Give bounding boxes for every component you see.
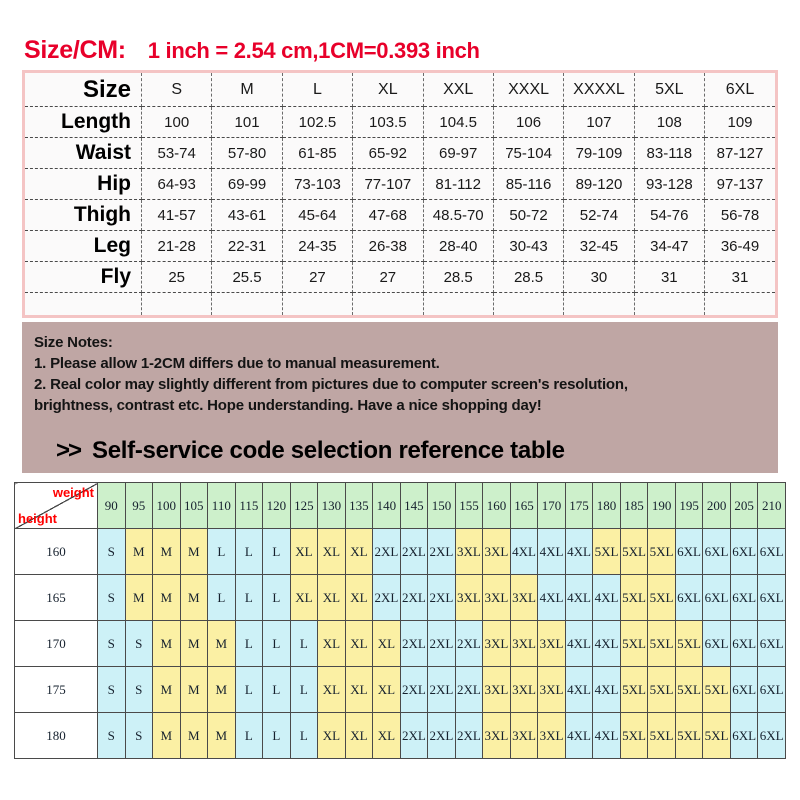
ref-cell-175-155: 2XL	[455, 667, 483, 713]
weight-header-140: 140	[373, 483, 401, 529]
cell-hip-S: 64-93	[142, 169, 212, 200]
cell-waist-M: 57-80	[212, 138, 282, 169]
banner-title: Self-service code selection reference table	[92, 436, 565, 464]
row-label-length: Length	[25, 107, 142, 138]
ref-cell-180-105: M	[180, 713, 208, 759]
ref-cell-160-155: 3XL	[455, 529, 483, 575]
cell-fly-XXXXL: 30	[564, 262, 634, 293]
height-header-170: 170	[15, 621, 98, 667]
height-header-165: 165	[15, 575, 98, 621]
weight-header-195: 195	[675, 483, 703, 529]
ref-cell-160-125: XL	[290, 529, 318, 575]
ref-cell-160-130: XL	[318, 529, 346, 575]
cell-waist-6XL: 87-127	[705, 138, 776, 169]
ref-cell-165-180: 4XL	[593, 575, 621, 621]
weight-header-120: 120	[263, 483, 291, 529]
ref-cell-165-150: 2XL	[428, 575, 456, 621]
blank-cell	[353, 293, 423, 316]
cell-thigh-5XL: 54-76	[634, 200, 704, 231]
ref-cell-160-150: 2XL	[428, 529, 456, 575]
ref-table-row-160	[15, 529, 786, 575]
ref-cell-170-125: L	[290, 621, 318, 667]
size-header-S: S	[142, 73, 212, 107]
ref-table-row-170	[15, 621, 786, 667]
cell-thigh-XXXXL: 52-74	[564, 200, 634, 231]
ref-cell-160-175: 4XL	[565, 529, 593, 575]
ref-cell-160-120: L	[263, 529, 291, 575]
weight-header-185: 185	[620, 483, 648, 529]
ref-cell-165-125: XL	[290, 575, 318, 621]
weight-header-135: 135	[345, 483, 373, 529]
chevron-right-icon: >>	[56, 436, 81, 464]
cell-fly-XXL: 28.5	[423, 262, 493, 293]
ref-cell-180-160: 3XL	[483, 713, 511, 759]
table-row	[25, 107, 775, 138]
ref-cell-180-100: M	[153, 713, 181, 759]
ref-cell-175-170: 3XL	[538, 667, 566, 713]
row-label-leg: Leg	[25, 231, 142, 262]
ref-cell-175-190: 5XL	[648, 667, 676, 713]
ref-table-corner-cell	[15, 483, 98, 529]
ref-cell-180-170: 3XL	[538, 713, 566, 759]
height-header-160: 160	[15, 529, 98, 575]
ref-cell-170-170: 3XL	[538, 621, 566, 667]
ref-cell-180-165: 3XL	[510, 713, 538, 759]
size-note-line-4: brightness, contrast etc. Hope understanding. Have a nice shopping day!	[34, 397, 542, 414]
size-note-line-1: Size Notes:	[34, 334, 113, 351]
ref-cell-170-185: 5XL	[620, 621, 648, 667]
ref-cell-175-150: 2XL	[428, 667, 456, 713]
ref-cell-180-145: 2XL	[400, 713, 428, 759]
cell-waist-XXXXL: 79-109	[564, 138, 634, 169]
size-header-XXXL: XXXL	[493, 73, 563, 107]
cell-fly-5XL: 31	[634, 262, 704, 293]
size-header-5XL: 5XL	[634, 73, 704, 107]
blank-cell	[282, 293, 352, 316]
cell-length-M: 101	[212, 107, 282, 138]
ref-cell-175-130: XL	[318, 667, 346, 713]
cell-leg-XXXL: 30-43	[493, 231, 563, 262]
ref-cell-175-115: L	[235, 667, 263, 713]
weight-header-150: 150	[428, 483, 456, 529]
ref-cell-165-200: 6XL	[703, 575, 731, 621]
weight-header-190: 190	[648, 483, 676, 529]
ref-cell-180-125: L	[290, 713, 318, 759]
ref-cell-160-160: 3XL	[483, 529, 511, 575]
ref-cell-165-115: L	[235, 575, 263, 621]
cell-leg-S: 21-28	[142, 231, 212, 262]
ref-cell-180-130: XL	[318, 713, 346, 759]
weight-header-210: 210	[758, 483, 786, 529]
ref-cell-175-145: 2XL	[400, 667, 428, 713]
ref-cell-165-90: S	[98, 575, 126, 621]
ref-table-header-row	[15, 483, 786, 529]
code-selection-reference-table	[14, 482, 786, 759]
ref-cell-175-95: S	[125, 667, 153, 713]
ref-cell-175-110: M	[208, 667, 236, 713]
blank-cell	[423, 293, 493, 316]
ref-cell-165-175: 4XL	[565, 575, 593, 621]
ref-cell-160-210: 6XL	[758, 529, 786, 575]
ref-cell-170-180: 4XL	[593, 621, 621, 667]
ref-cell-160-165: 4XL	[510, 529, 538, 575]
cell-fly-S: 25	[142, 262, 212, 293]
cell-length-XXXXL: 107	[564, 107, 634, 138]
cell-fly-XL: 27	[353, 262, 423, 293]
cell-thigh-6XL: 56-78	[705, 200, 776, 231]
cell-leg-XXXXL: 32-45	[564, 231, 634, 262]
cell-fly-XXXL: 28.5	[493, 262, 563, 293]
title-size-cm: Size/CM:	[24, 36, 126, 64]
ref-cell-180-115: L	[235, 713, 263, 759]
size-header-XL: XL	[353, 73, 423, 107]
ref-cell-165-95: M	[125, 575, 153, 621]
table-row	[25, 262, 775, 293]
ref-cell-180-155: 2XL	[455, 713, 483, 759]
cell-hip-L: 73-103	[282, 169, 352, 200]
ref-cell-160-195: 6XL	[675, 529, 703, 575]
weight-header-205: 205	[730, 483, 758, 529]
table-row	[25, 200, 775, 231]
size-header-M: M	[212, 73, 282, 107]
ref-cell-175-160: 3XL	[483, 667, 511, 713]
ref-cell-165-185: 5XL	[620, 575, 648, 621]
ref-cell-165-210: 6XL	[758, 575, 786, 621]
ref-cell-180-205: 6XL	[730, 713, 758, 759]
cell-fly-6XL: 31	[705, 262, 776, 293]
table-row	[25, 138, 775, 169]
weight-header-100: 100	[153, 483, 181, 529]
self-service-banner	[22, 428, 778, 473]
weight-header-180: 180	[593, 483, 621, 529]
cell-thigh-M: 43-61	[212, 200, 282, 231]
weight-header-170: 170	[538, 483, 566, 529]
cell-leg-6XL: 36-49	[705, 231, 776, 262]
ref-cell-160-185: 5XL	[620, 529, 648, 575]
ref-cell-175-195: 5XL	[675, 667, 703, 713]
ref-cell-175-120: L	[263, 667, 291, 713]
ref-cell-160-190: 5XL	[648, 529, 676, 575]
size-note-line-2: 1. Please allow 1-2CM differs due to manual measurement.	[34, 355, 440, 372]
ref-cell-170-210: 6XL	[758, 621, 786, 667]
weight-header-110: 110	[208, 483, 236, 529]
cell-waist-S: 53-74	[142, 138, 212, 169]
ref-cell-180-210: 6XL	[758, 713, 786, 759]
ref-cell-170-145: 2XL	[400, 621, 428, 667]
ref-cell-170-155: 2XL	[455, 621, 483, 667]
weight-header-95: 95	[125, 483, 153, 529]
ref-cell-165-165: 3XL	[510, 575, 538, 621]
ref-cell-165-120: L	[263, 575, 291, 621]
cell-length-5XL: 108	[634, 107, 704, 138]
ref-cell-160-170: 4XL	[538, 529, 566, 575]
row-label-hip: Hip	[25, 169, 142, 200]
ref-cell-160-105: M	[180, 529, 208, 575]
ref-cell-170-115: L	[235, 621, 263, 667]
ref-cell-165-130: XL	[318, 575, 346, 621]
ref-cell-170-160: 3XL	[483, 621, 511, 667]
ref-cell-170-190: 5XL	[648, 621, 676, 667]
size-notes-panel	[22, 322, 778, 428]
ref-cell-170-120: L	[263, 621, 291, 667]
ref-cell-170-135: XL	[345, 621, 373, 667]
size-table	[25, 73, 775, 315]
ref-cell-160-140: 2XL	[373, 529, 401, 575]
cell-waist-XXXL: 75-104	[493, 138, 563, 169]
cell-thigh-XXL: 48.5-70	[423, 200, 493, 231]
ref-cell-165-160: 3XL	[483, 575, 511, 621]
ref-cell-180-195: 5XL	[675, 713, 703, 759]
ref-cell-165-100: M	[153, 575, 181, 621]
cell-hip-6XL: 97-137	[705, 169, 776, 200]
ref-cell-160-110: L	[208, 529, 236, 575]
ref-cell-170-130: XL	[318, 621, 346, 667]
ref-cell-180-140: XL	[373, 713, 401, 759]
ref-cell-175-175: 4XL	[565, 667, 593, 713]
weight-header-175: 175	[565, 483, 593, 529]
ref-cell-170-195: 5XL	[675, 621, 703, 667]
size-header-XXL: XXL	[423, 73, 493, 107]
ref-cell-160-90: S	[98, 529, 126, 575]
cell-length-6XL: 109	[705, 107, 776, 138]
title-conversion-note: 1 inch = 2.54 cm,1CM=0.393 inch	[147, 38, 480, 63]
ref-cell-175-210: 6XL	[758, 667, 786, 713]
table-row-blank	[25, 293, 775, 316]
ref-cell-170-105: M	[180, 621, 208, 667]
ref-cell-175-185: 5XL	[620, 667, 648, 713]
cell-waist-5XL: 83-118	[634, 138, 704, 169]
cell-thigh-L: 45-64	[282, 200, 352, 231]
cell-length-L: 102.5	[282, 107, 352, 138]
ref-cell-180-150: 2XL	[428, 713, 456, 759]
weight-header-160: 160	[483, 483, 511, 529]
size-measurement-table	[22, 70, 778, 318]
row-label-waist: Waist	[25, 138, 142, 169]
height-axis-label: height	[18, 511, 57, 526]
ref-cell-170-150: 2XL	[428, 621, 456, 667]
ref-cell-180-200: 5XL	[703, 713, 731, 759]
ref-cell-160-100: M	[153, 529, 181, 575]
weight-header-125: 125	[290, 483, 318, 529]
weight-header-105: 105	[180, 483, 208, 529]
ref-cell-175-125: L	[290, 667, 318, 713]
ref-table-row-180	[15, 713, 786, 759]
ref-table-body	[15, 483, 786, 759]
ref-cell-170-95: S	[125, 621, 153, 667]
ref-cell-180-95: S	[125, 713, 153, 759]
weight-header-200: 200	[703, 483, 731, 529]
cell-thigh-XL: 47-68	[353, 200, 423, 231]
weight-header-90: 90	[98, 483, 126, 529]
ref-table-row-165	[15, 575, 786, 621]
ref-cell-180-120: L	[263, 713, 291, 759]
ref-cell-180-180: 4XL	[593, 713, 621, 759]
cell-leg-L: 24-35	[282, 231, 352, 262]
blank-label	[25, 293, 142, 316]
weight-header-165: 165	[510, 483, 538, 529]
size-table-header-row	[25, 73, 775, 107]
cell-hip-XXXL: 85-116	[493, 169, 563, 200]
weight-header-145: 145	[400, 483, 428, 529]
cell-length-XL: 103.5	[353, 107, 423, 138]
cell-thigh-S: 41-57	[142, 200, 212, 231]
ref-cell-170-205: 6XL	[730, 621, 758, 667]
cell-hip-M: 69-99	[212, 169, 282, 200]
size-header-6XL: 6XL	[705, 73, 776, 107]
row-label-thigh: Thigh	[25, 200, 142, 231]
size-header-XXXXL: XXXXL	[564, 73, 634, 107]
blank-cell	[212, 293, 282, 316]
blank-cell	[493, 293, 563, 316]
ref-cell-170-175: 4XL	[565, 621, 593, 667]
ref-cell-175-180: 4XL	[593, 667, 621, 713]
size-table-header-label: Size	[25, 73, 142, 107]
ref-cell-175-105: M	[180, 667, 208, 713]
ref-cell-165-110: L	[208, 575, 236, 621]
cell-leg-XXL: 28-40	[423, 231, 493, 262]
weight-header-155: 155	[455, 483, 483, 529]
cell-hip-5XL: 93-128	[634, 169, 704, 200]
ref-cell-170-200: 6XL	[703, 621, 731, 667]
cell-leg-M: 22-31	[212, 231, 282, 262]
ref-cell-165-135: XL	[345, 575, 373, 621]
ref-cell-175-205: 6XL	[730, 667, 758, 713]
row-label-fly: Fly	[25, 262, 142, 293]
blank-cell	[705, 293, 776, 316]
cell-hip-XXXXL: 89-120	[564, 169, 634, 200]
table-row	[25, 231, 775, 262]
cell-fly-M: 25.5	[212, 262, 282, 293]
ref-cell-160-145: 2XL	[400, 529, 428, 575]
ref-cell-180-175: 4XL	[565, 713, 593, 759]
size-note-line-3: 2. Real color may slightly different from pictures due to computer screen's resolution,	[34, 376, 628, 393]
ref-table-row-175	[15, 667, 786, 713]
ref-cell-170-165: 3XL	[510, 621, 538, 667]
cell-hip-XL: 77-107	[353, 169, 423, 200]
blank-cell	[564, 293, 634, 316]
weight-axis-label: weight	[52, 485, 94, 500]
cell-leg-XL: 26-38	[353, 231, 423, 262]
blank-cell	[634, 293, 704, 316]
cell-fly-L: 27	[282, 262, 352, 293]
size-table-body	[25, 73, 775, 315]
height-header-180: 180	[15, 713, 98, 759]
ref-cell-160-95: M	[125, 529, 153, 575]
ref-cell-160-115: L	[235, 529, 263, 575]
cell-length-S: 100	[142, 107, 212, 138]
ref-cell-180-185: 5XL	[620, 713, 648, 759]
ref-cell-175-135: XL	[345, 667, 373, 713]
weight-header-115: 115	[235, 483, 263, 529]
weight-header-130: 130	[318, 483, 346, 529]
ref-cell-165-145: 2XL	[400, 575, 428, 621]
size-header-L: L	[282, 73, 352, 107]
height-header-175: 175	[15, 667, 98, 713]
ref-cell-170-90: S	[98, 621, 126, 667]
ref-cell-160-205: 6XL	[730, 529, 758, 575]
ref-cell-165-195: 6XL	[675, 575, 703, 621]
blank-cell	[142, 293, 212, 316]
ref-cell-175-200: 5XL	[703, 667, 731, 713]
cell-length-XXL: 104.5	[423, 107, 493, 138]
cell-leg-5XL: 34-47	[634, 231, 704, 262]
ref-cell-180-90: S	[98, 713, 126, 759]
ref-table	[14, 482, 786, 759]
ref-cell-175-90: S	[98, 667, 126, 713]
ref-cell-170-140: XL	[373, 621, 401, 667]
ref-cell-170-110: M	[208, 621, 236, 667]
ref-cell-160-135: XL	[345, 529, 373, 575]
ref-cell-180-110: M	[208, 713, 236, 759]
ref-cell-165-155: 3XL	[455, 575, 483, 621]
ref-cell-175-165: 3XL	[510, 667, 538, 713]
ref-cell-160-200: 6XL	[703, 529, 731, 575]
cell-waist-XXL: 69-97	[423, 138, 493, 169]
cell-waist-L: 61-85	[282, 138, 352, 169]
ref-cell-165-140: 2XL	[373, 575, 401, 621]
ref-cell-175-140: XL	[373, 667, 401, 713]
ref-cell-170-100: M	[153, 621, 181, 667]
cell-waist-XL: 65-92	[353, 138, 423, 169]
ref-cell-165-105: M	[180, 575, 208, 621]
cell-hip-XXL: 81-112	[423, 169, 493, 200]
chart-title	[24, 36, 480, 65]
ref-cell-180-190: 5XL	[648, 713, 676, 759]
ref-cell-175-100: M	[153, 667, 181, 713]
ref-cell-165-205: 6XL	[730, 575, 758, 621]
ref-cell-160-180: 5XL	[593, 529, 621, 575]
ref-cell-165-170: 4XL	[538, 575, 566, 621]
ref-cell-165-190: 5XL	[648, 575, 676, 621]
ref-cell-180-135: XL	[345, 713, 373, 759]
cell-thigh-XXXL: 50-72	[493, 200, 563, 231]
cell-length-XXXL: 106	[493, 107, 563, 138]
table-row	[25, 169, 775, 200]
